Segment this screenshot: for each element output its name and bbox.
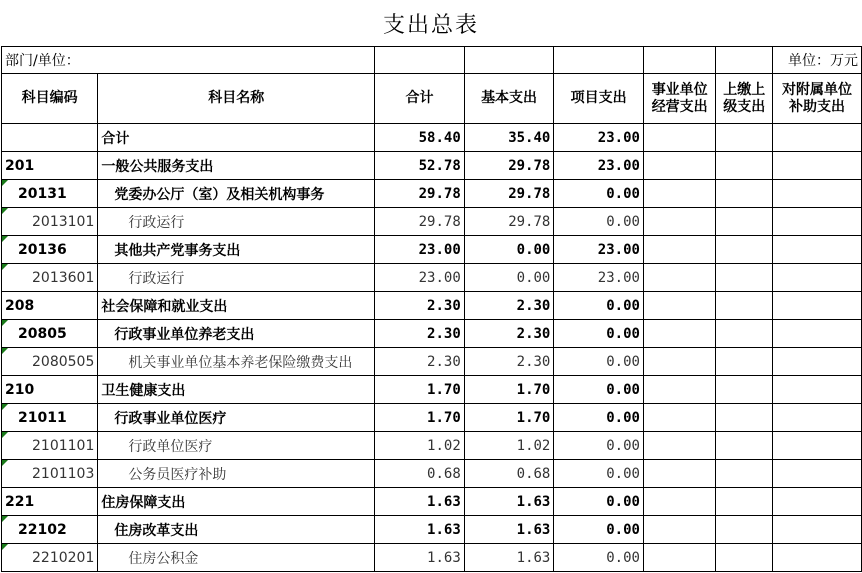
project-cell[interactable]: 0.00: [554, 516, 644, 544]
total-cell[interactable]: 1.63: [375, 488, 465, 516]
business-cell[interactable]: [643, 180, 715, 208]
subsidy-cell[interactable]: [773, 124, 862, 152]
code-cell[interactable]: 2080505: [2, 348, 98, 376]
project-cell[interactable]: 23.00: [554, 124, 644, 152]
business-cell[interactable]: [643, 320, 715, 348]
name-cell[interactable]: 其他共产党事务支出: [98, 236, 375, 264]
name-cell[interactable]: 一般公共服务支出: [98, 152, 375, 180]
upper-cell[interactable]: [716, 292, 773, 320]
upper-cell[interactable]: [716, 208, 773, 236]
total-cell[interactable]: 0.68: [375, 460, 465, 488]
total-cell[interactable]: 29.78: [375, 208, 465, 236]
table-row: [2, 404, 862, 432]
project-cell[interactable]: 0.00: [554, 180, 644, 208]
code-cell[interactable]: 20131: [2, 180, 98, 208]
basic-cell[interactable]: 1.63: [464, 516, 554, 544]
name-cell[interactable]: 社会保障和就业支出: [98, 292, 375, 320]
total-cell[interactable]: 23.00: [375, 236, 465, 264]
dept-label[interactable]: 部门/单位：: [2, 47, 375, 74]
total-cell[interactable]: 1.02: [375, 432, 465, 460]
header-total[interactable]: 合计: [375, 74, 465, 124]
name-cell[interactable]: 行政事业单位医疗: [98, 404, 375, 432]
basic-cell[interactable]: 0.68: [464, 460, 554, 488]
basic-cell[interactable]: 29.78: [464, 208, 554, 236]
upper-cell[interactable]: [716, 320, 773, 348]
subsidy-cell[interactable]: [773, 376, 862, 404]
basic-cell[interactable]: 1.63: [464, 488, 554, 516]
name-cell[interactable]: 住房公积金: [98, 544, 375, 572]
project-cell[interactable]: 0.00: [554, 544, 644, 572]
expense-table: [1, 46, 862, 572]
basic-cell[interactable]: 2.30: [464, 348, 554, 376]
name-cell[interactable]: 卫生健康支出: [98, 376, 375, 404]
subsidy-cell[interactable]: [773, 432, 862, 460]
total-cell[interactable]: 23.00: [375, 264, 465, 292]
header-subsidy[interactable]: 对附属单位补助支出: [773, 74, 862, 124]
unit-row: [2, 47, 862, 74]
subsidy-cell[interactable]: [773, 292, 862, 320]
code-cell[interactable]: 210: [2, 376, 98, 404]
table-row: [2, 180, 862, 208]
code-cell[interactable]: 21011: [2, 404, 98, 432]
cell[interactable]: [716, 47, 773, 74]
header-upper[interactable]: 上缴上级支出: [716, 74, 773, 124]
business-cell[interactable]: [643, 432, 715, 460]
basic-cell[interactable]: 1.70: [464, 376, 554, 404]
business-cell[interactable]: [643, 348, 715, 376]
business-cell[interactable]: [643, 516, 715, 544]
subsidy-cell[interactable]: [773, 320, 862, 348]
name-cell[interactable]: 党委办公厅（室）及相关机构事务: [98, 180, 375, 208]
table-row: [2, 348, 862, 376]
cell[interactable]: [643, 47, 715, 74]
project-cell[interactable]: 0.00: [554, 432, 644, 460]
subsidy-cell[interactable]: [773, 488, 862, 516]
subsidy-cell[interactable]: [773, 180, 862, 208]
code-cell[interactable]: 208: [2, 292, 98, 320]
total-cell[interactable]: 1.70: [375, 376, 465, 404]
table-row: [2, 544, 862, 572]
header-name[interactable]: 科目名称: [98, 74, 375, 124]
unit-label[interactable]: 单位：万元: [773, 47, 862, 74]
table-row: [2, 516, 862, 544]
table-row: [2, 208, 862, 236]
upper-cell[interactable]: [716, 488, 773, 516]
name-cell[interactable]: 行政事业单位养老支出: [98, 320, 375, 348]
subsidy-cell[interactable]: [773, 404, 862, 432]
project-cell[interactable]: 0.00: [554, 320, 644, 348]
subsidy-cell[interactable]: [773, 516, 862, 544]
name-cell[interactable]: 公务员医疗补助: [98, 460, 375, 488]
upper-cell[interactable]: [716, 544, 773, 572]
upper-cell[interactable]: [716, 348, 773, 376]
project-cell[interactable]: 0.00: [554, 348, 644, 376]
subsidy-cell[interactable]: [773, 208, 862, 236]
code-cell[interactable]: 2101103: [2, 460, 98, 488]
table-row: [2, 432, 862, 460]
total-cell[interactable]: 58.40: [375, 124, 465, 152]
name-cell[interactable]: 行政运行: [98, 208, 375, 236]
subsidy-cell[interactable]: [773, 460, 862, 488]
table-row: [2, 292, 862, 320]
code-cell[interactable]: [2, 124, 98, 152]
code-cell[interactable]: 2013101: [2, 208, 98, 236]
basic-cell[interactable]: 0.00: [464, 236, 554, 264]
upper-cell[interactable]: [716, 376, 773, 404]
basic-cell[interactable]: 1.70: [464, 404, 554, 432]
code-cell[interactable]: 2101101: [2, 432, 98, 460]
table-row: [2, 320, 862, 348]
code-cell[interactable]: 20136: [2, 236, 98, 264]
total-cell[interactable]: 1.70: [375, 404, 465, 432]
total-cell[interactable]: 52.78: [375, 152, 465, 180]
project-cell[interactable]: 0.00: [554, 488, 644, 516]
code-cell[interactable]: 22102: [2, 516, 98, 544]
upper-cell[interactable]: [716, 124, 773, 152]
business-cell[interactable]: [643, 404, 715, 432]
cell[interactable]: [464, 47, 554, 74]
total-cell[interactable]: 2.30: [375, 320, 465, 348]
business-cell[interactable]: [643, 208, 715, 236]
name-cell[interactable]: 住房保障支出: [98, 488, 375, 516]
upper-cell[interactable]: [716, 460, 773, 488]
upper-cell[interactable]: [716, 152, 773, 180]
total-cell[interactable]: 2.30: [375, 292, 465, 320]
project-cell[interactable]: 0.00: [554, 292, 644, 320]
upper-cell[interactable]: [716, 516, 773, 544]
business-cell[interactable]: [643, 264, 715, 292]
subsidy-cell[interactable]: [773, 544, 862, 572]
code-cell[interactable]: 201: [2, 152, 98, 180]
table-row: [2, 152, 862, 180]
total-cell[interactable]: 29.78: [375, 180, 465, 208]
name-cell[interactable]: 住房改革支出: [98, 516, 375, 544]
table-row: [2, 124, 862, 152]
header-basic[interactable]: 基本支出: [464, 74, 554, 124]
business-cell[interactable]: [643, 124, 715, 152]
upper-cell[interactable]: [716, 264, 773, 292]
basic-cell[interactable]: 1.63: [464, 544, 554, 572]
basic-cell[interactable]: 2.30: [464, 320, 554, 348]
table-row: [2, 460, 862, 488]
code-cell[interactable]: 2210201: [2, 544, 98, 572]
project-cell[interactable]: 0.00: [554, 404, 644, 432]
project-cell[interactable]: 0.00: [554, 460, 644, 488]
basic-cell[interactable]: 29.78: [464, 180, 554, 208]
business-cell[interactable]: [643, 376, 715, 404]
subsidy-cell[interactable]: [773, 264, 862, 292]
header-code[interactable]: 科目编码: [2, 74, 98, 124]
total-cell[interactable]: 1.63: [375, 544, 465, 572]
upper-cell[interactable]: [716, 432, 773, 460]
project-cell[interactable]: 23.00: [554, 152, 644, 180]
code-cell[interactable]: 20805: [2, 320, 98, 348]
subsidy-cell[interactable]: [773, 348, 862, 376]
project-cell[interactable]: 23.00: [554, 264, 644, 292]
table-row: [2, 236, 862, 264]
cell[interactable]: [554, 47, 644, 74]
table-row: [2, 264, 862, 292]
basic-cell[interactable]: 35.40: [464, 124, 554, 152]
project-cell[interactable]: 0.00: [554, 376, 644, 404]
basic-cell[interactable]: 1.02: [464, 432, 554, 460]
business-cell[interactable]: [643, 544, 715, 572]
subsidy-cell[interactable]: [773, 236, 862, 264]
header-business[interactable]: 事业单位经营支出: [643, 74, 715, 124]
total-cell[interactable]: 2.30: [375, 348, 465, 376]
cell[interactable]: [375, 47, 465, 74]
name-cell[interactable]: 行政单位医疗: [98, 432, 375, 460]
table-row: [2, 376, 862, 404]
project-cell[interactable]: 23.00: [554, 236, 644, 264]
subsidy-cell[interactable]: [773, 152, 862, 180]
name-cell[interactable]: 行政运行: [98, 264, 375, 292]
name-cell[interactable]: 机关事业单位基本养老保险缴费支出: [98, 348, 375, 376]
upper-cell[interactable]: [716, 180, 773, 208]
total-cell[interactable]: 1.63: [375, 516, 465, 544]
business-cell[interactable]: [643, 236, 715, 264]
business-cell[interactable]: [643, 152, 715, 180]
header-project[interactable]: 项目支出: [554, 74, 644, 124]
project-cell[interactable]: 0.00: [554, 208, 644, 236]
business-cell[interactable]: [643, 488, 715, 516]
basic-cell[interactable]: 2.30: [464, 292, 554, 320]
basic-cell[interactable]: 29.78: [464, 152, 554, 180]
code-cell[interactable]: 221: [2, 488, 98, 516]
table-row: [2, 488, 862, 516]
header-row: [2, 74, 862, 124]
upper-cell[interactable]: [716, 404, 773, 432]
basic-cell[interactable]: 0.00: [464, 264, 554, 292]
business-cell[interactable]: [643, 460, 715, 488]
sheet-title: 支出总表: [382, 12, 479, 38]
code-cell[interactable]: 2013601: [2, 264, 98, 292]
name-cell[interactable]: 合计: [98, 124, 375, 152]
business-cell[interactable]: [643, 292, 715, 320]
upper-cell[interactable]: [716, 236, 773, 264]
